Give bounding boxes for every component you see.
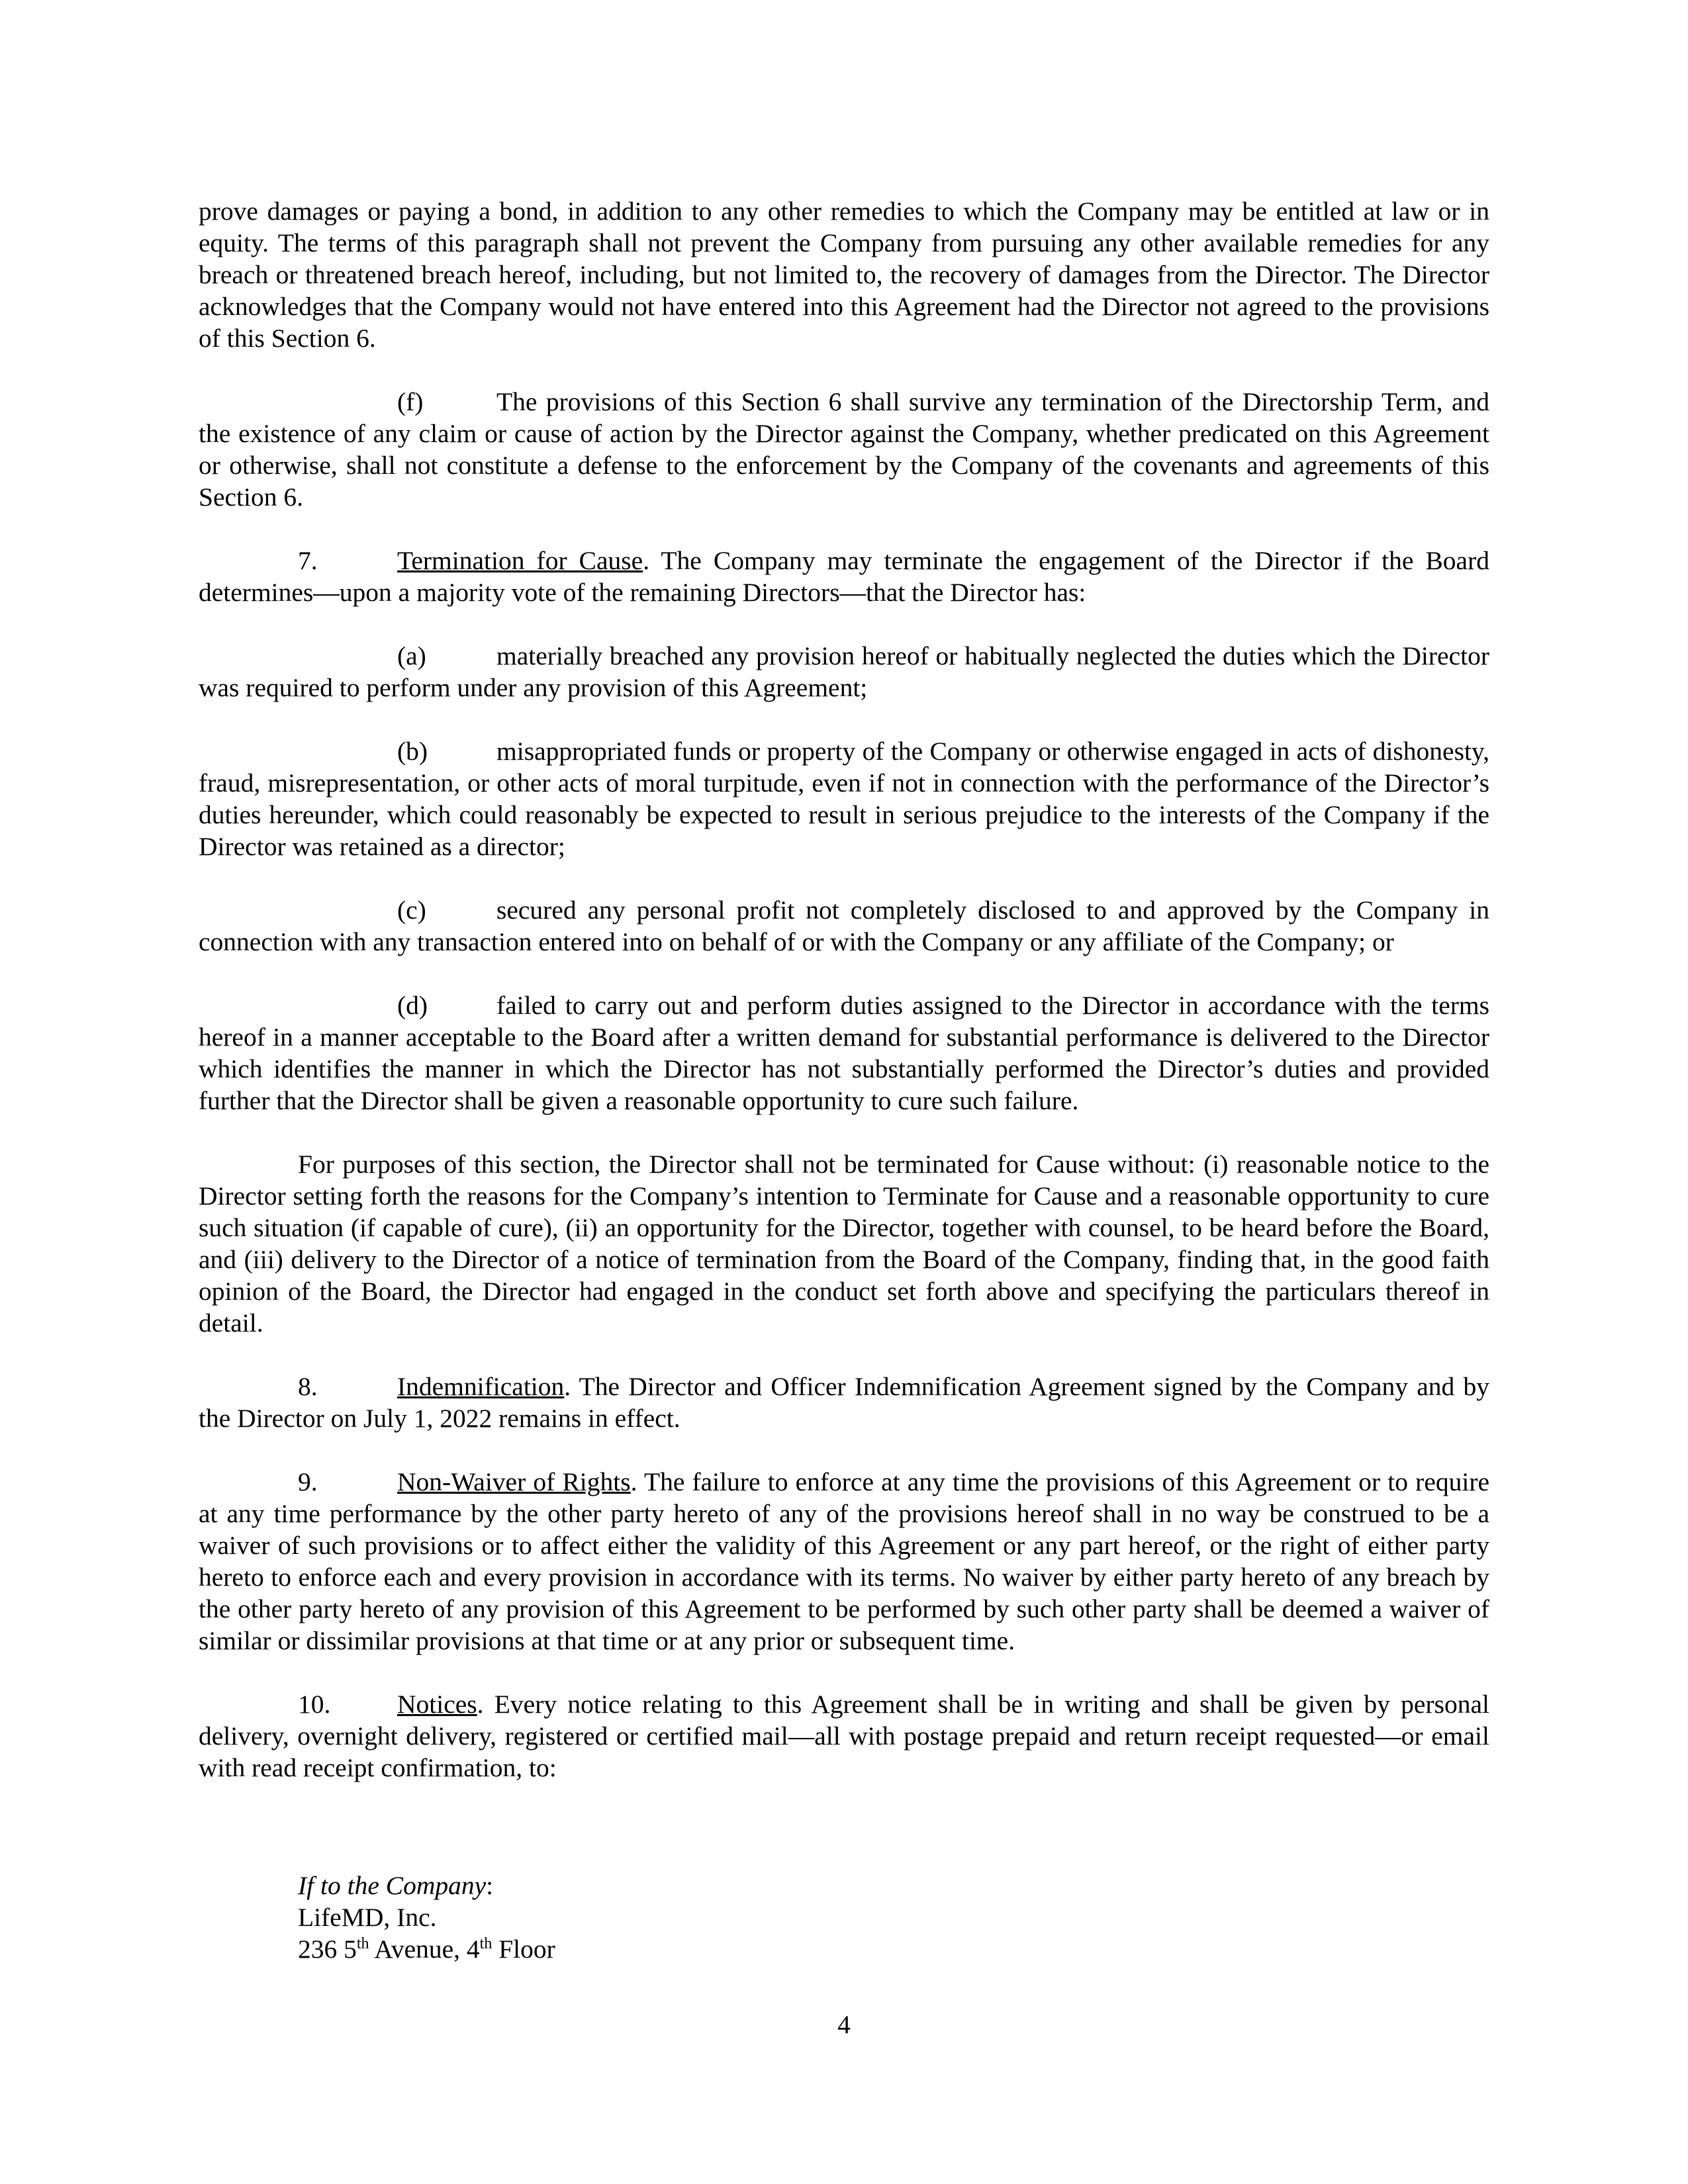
- paragraph-text: failed to carry out and perform duties assigned to the Director in accordance with the terms hereof in a manner acceptable to the Board after a written demand for substantial performance is delivered to the Director which identifies the manner in which the Director has not substantially performed the Director’s duties and provided further that the Director shall be given a reasonable opportunity to cure such failure.: [199, 991, 1489, 1115]
- section-7a: [199, 640, 1489, 704]
- floor-suffix: Floor: [492, 1934, 555, 1964]
- company-address-block: [298, 1870, 555, 1965]
- street-mid: Avenue, 4: [369, 1934, 480, 1964]
- section-heading: Termination for Cause: [397, 546, 643, 575]
- paragraph-text: secured any personal profit not completely disclosed to and approved by the Company in connection with any transaction entered into on behalf of or with the Company or any affiliate of the Company; or: [199, 895, 1489, 956]
- section-9: [199, 1466, 1489, 1657]
- item-marker: (a): [397, 641, 426, 670]
- street-number: 236 5: [298, 1934, 357, 1964]
- paragraph-6f: [199, 386, 1489, 513]
- document-body: [199, 195, 1489, 1815]
- street-address: [298, 1933, 555, 1965]
- section-number: 8.: [298, 1372, 318, 1401]
- item-marker: (b): [397, 737, 428, 766]
- section-text: . The Director and Officer Indemnification Agreement signed by the Company and by the Director on July 1, 2022 remains in effect.: [199, 1372, 1489, 1433]
- section-7: [199, 545, 1489, 608]
- section-8: [199, 1371, 1489, 1434]
- section-number: 10.: [298, 1690, 331, 1719]
- item-marker: (c): [397, 895, 426, 925]
- section-number: 7.: [298, 546, 318, 575]
- item-marker: (f): [397, 387, 424, 416]
- page-number: 4: [837, 2010, 851, 2039]
- section-heading: Non-Waiver of Rights: [397, 1467, 631, 1496]
- company-name: LifeMD, Inc.: [298, 1903, 437, 1932]
- section-text: . Every notice relating to this Agreement shall be in writing and shall be given by personal delivery, overnight delivery, registered or certified mail—all with postage prepaid and return receipt requested—or email with read receipt confirmation, to:: [199, 1690, 1489, 1782]
- address-label: If to the Company: [298, 1871, 487, 1900]
- section-number: 9.: [298, 1467, 318, 1496]
- section-7d: [199, 989, 1489, 1116]
- street-ordinal: th: [356, 1935, 369, 1952]
- section-7-purposes: For purposes of this section, the Director shall not be terminated for Cause without: (i) reasonable notice to the Director setting forth the reasons for the Company’s intention to Terminate for Cause and a reasonable opportunity to cure such situation (if capable of cure), (ii) an opportunity for the Director, together with counsel, to be heard before the Board, and (iii) delivery to the Director of a notice of termination from the Board of the Company, finding that, in the good faith opinion of the Board, the Director had engaged in the conduct set forth above and specifying the particulars thereof in detail.: [199, 1150, 1489, 1338]
- section-heading: Notices: [397, 1690, 477, 1719]
- section-10: [199, 1688, 1489, 1784]
- section-text: . The Company may terminate the engagement of the Director if the Board determines—upon a majority vote of the remaining Directors—that the Director has:: [199, 546, 1489, 607]
- floor-ordinal: th: [479, 1935, 492, 1952]
- section-text: . The failure to enforce at any time the provisions of this Agreement or to require at any time performance by the other party hereto of any of the provisions hereof shall in no way be construed to be a waiver of such provisions or to affect either the validity of this Agreement or any part hereof, or the right of either party hereto to enforce each and every provision in accordance with its terms. No waiver by either party hereto of any breach by the other party hereto of any provision of this Agreement to be performed by such other party shall be deemed a waiver of similar or dissimilar provisions at that time or at any prior or subsequent time.: [199, 1467, 1490, 1655]
- paragraph-text: misappropriated funds or property of the Company or otherwise engaged in acts of dishonesty, fraud, misrepresentation, or other acts of moral turpitude, even if not in connection with the performance of the Director’s duties hereunder, which could reasonably be expected to result in serious prejudice to the interests of the Company if the Director was retained as a director;: [199, 737, 1489, 861]
- paragraph-text: The provisions of this Section 6 shall survive any termination of the Directorship Term, and the existence of any claim or cause of action by the Director against the Company, whether predicated on this Agreement or otherwise, shall not constitute a defense to the enforcement by the Company of the covenants and agreements of this Section 6.: [199, 387, 1489, 512]
- section-7c: [199, 894, 1489, 958]
- paragraph-text: materially breached any provision hereof or habitually neglected the duties which the Director was required to perform under any provision of this Agreement;: [199, 641, 1489, 702]
- section-7b: [199, 735, 1489, 862]
- paragraph-continuation: prove damages or paying a bond, in addition to any other remedies to which the Company may be entitled at law or in equity. The terms of this paragraph shall not prevent the Company from pursuing any other available remedies for any breach or threatened breach hereof, including, but not limited to, the recovery of damages from the Director. The Director acknowledges that the Company would not have entered into this Agreement had the Director not agreed to the provisions of this Section 6.: [199, 197, 1489, 353]
- item-marker: (d): [397, 991, 428, 1020]
- section-heading: Indemnification: [397, 1372, 565, 1401]
- address-label-colon: :: [486, 1871, 494, 1900]
- address-label-line: [298, 1870, 555, 1901]
